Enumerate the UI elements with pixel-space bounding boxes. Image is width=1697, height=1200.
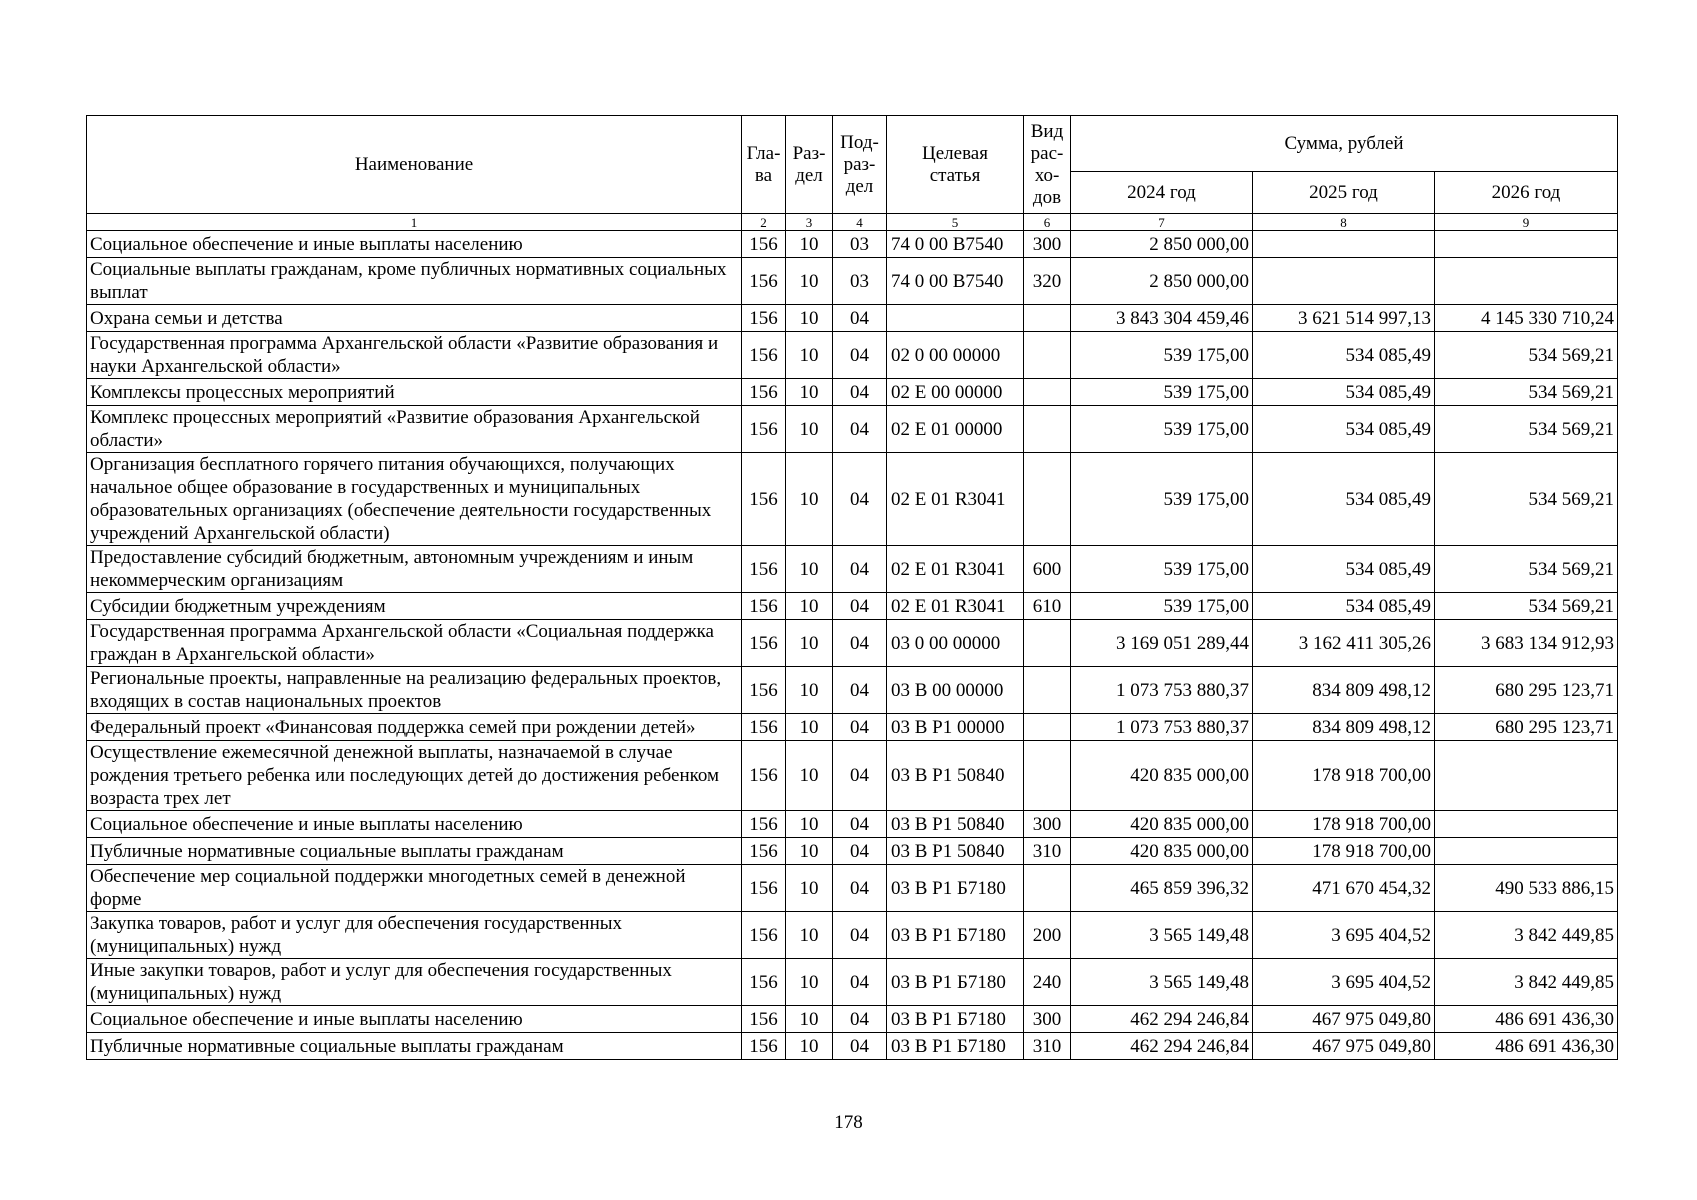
table-row xyxy=(87,453,1618,546)
column-number: 4 xyxy=(833,214,887,231)
table-cell-2025: 471 670 454,32 xyxy=(1253,865,1435,912)
table-cell-razdel: 10 xyxy=(786,667,833,714)
table-cell-celevaya-statya: 03 В Р1 50840 xyxy=(887,838,1024,865)
table-cell-glava: 156 xyxy=(742,714,786,741)
table-cell-razdel: 10 xyxy=(786,379,833,406)
table-cell-celevaya-statya: 03 В Р1 50840 xyxy=(887,811,1024,838)
table-cell-vid xyxy=(1024,865,1071,912)
table-cell-2026: 486 691 436,30 xyxy=(1435,1006,1618,1033)
table-cell-razdel: 10 xyxy=(786,912,833,959)
table-cell-2025: 178 918 700,00 xyxy=(1253,811,1435,838)
table-cell-celevaya-statya: 03 В Р1 Б7180 xyxy=(887,912,1024,959)
table-cell-podrazdel: 04 xyxy=(833,912,887,959)
table-cell-podrazdel: 04 xyxy=(833,838,887,865)
table-row xyxy=(87,1006,1618,1033)
table-cell-name: Организация бесплатного горячего питания обучающихся, получающих начальное общее образование в государственных и муниципальных образовательных организациях (обеспечение деятельности государственных учреждений Архангельской области) xyxy=(87,453,742,546)
table-row xyxy=(87,865,1618,912)
table-cell-vid xyxy=(1024,620,1071,667)
table-cell-podrazdel: 04 xyxy=(833,741,887,811)
table-cell-vid: 310 xyxy=(1024,838,1071,865)
table-cell-2024: 539 175,00 xyxy=(1071,593,1253,620)
table-cell-razdel: 10 xyxy=(786,714,833,741)
table-cell-glava: 156 xyxy=(742,741,786,811)
table-cell-podrazdel: 04 xyxy=(833,620,887,667)
table-cell-razdel: 10 xyxy=(786,546,833,593)
column-number: 2 xyxy=(742,214,786,231)
header-name: Наименование xyxy=(87,116,742,214)
table-cell-glava: 156 xyxy=(742,620,786,667)
table-cell-2025: 3 162 411 305,26 xyxy=(1253,620,1435,667)
table-row xyxy=(87,714,1618,741)
table-cell-name: Публичные нормативные социальные выплаты гражданам xyxy=(87,838,742,865)
table-row xyxy=(87,741,1618,811)
table-cell-2025: 534 085,49 xyxy=(1253,453,1435,546)
table-cell-vid xyxy=(1024,453,1071,546)
table-cell-2025: 834 809 498,12 xyxy=(1253,714,1435,741)
column-number: 7 xyxy=(1071,214,1253,231)
table-cell-razdel: 10 xyxy=(786,1033,833,1060)
table-cell-celevaya-statya: 03 В Р1 Б7180 xyxy=(887,959,1024,1006)
table-cell-podrazdel: 04 xyxy=(833,305,887,332)
table-row xyxy=(87,379,1618,406)
table-cell-glava: 156 xyxy=(742,1033,786,1060)
header-2025: 2025 год xyxy=(1253,172,1435,214)
table-cell-2024: 3 565 149,48 xyxy=(1071,912,1253,959)
table-cell-2024: 420 835 000,00 xyxy=(1071,811,1253,838)
table-cell-vid xyxy=(1024,305,1071,332)
table-cell-glava: 156 xyxy=(742,865,786,912)
table-cell-glava: 156 xyxy=(742,1006,786,1033)
table-cell-2024: 465 859 396,32 xyxy=(1071,865,1253,912)
table-cell-2026: 3 842 449,85 xyxy=(1435,959,1618,1006)
table-cell-2026: 680 295 123,71 xyxy=(1435,667,1618,714)
table-cell-celevaya-statya: 03 В Р1 00000 xyxy=(887,714,1024,741)
table-cell-name: Социальное обеспечение и иные выплаты населению xyxy=(87,1006,742,1033)
header-glava: Гла-ва xyxy=(742,116,786,214)
table-cell-razdel: 10 xyxy=(786,959,833,1006)
table-cell-celevaya-statya: 02 Е 00 00000 xyxy=(887,379,1024,406)
table-cell-vid: 310 xyxy=(1024,1033,1071,1060)
table-cell-2026 xyxy=(1435,231,1618,258)
table-row xyxy=(87,912,1618,959)
table-cell-podrazdel: 04 xyxy=(833,546,887,593)
table-cell-celevaya-statya: 02 Е 01 00000 xyxy=(887,406,1024,453)
table-cell-podrazdel: 04 xyxy=(833,332,887,379)
column-number: 9 xyxy=(1435,214,1618,231)
table-cell-razdel: 10 xyxy=(786,1006,833,1033)
table-cell-celevaya-statya xyxy=(887,305,1024,332)
table-cell-vid xyxy=(1024,332,1071,379)
table-cell-2026: 3 683 134 912,93 xyxy=(1435,620,1618,667)
table-cell-razdel: 10 xyxy=(786,406,833,453)
table-cell-name: Федеральный проект «Финансовая поддержка семей при рождении детей» xyxy=(87,714,742,741)
table-cell-podrazdel: 04 xyxy=(833,1006,887,1033)
table-cell-2026 xyxy=(1435,838,1618,865)
table-cell-glava: 156 xyxy=(742,912,786,959)
table-cell-glava: 156 xyxy=(742,453,786,546)
table-cell-glava: 156 xyxy=(742,258,786,305)
table-cell-podrazdel: 04 xyxy=(833,453,887,546)
table-cell-name: Закупка товаров, работ и услуг для обеспечения государственных (муниципальных) нужд xyxy=(87,912,742,959)
table-cell-glava: 156 xyxy=(742,811,786,838)
table-cell-2024: 3 169 051 289,44 xyxy=(1071,620,1253,667)
table-cell-2026: 534 569,21 xyxy=(1435,379,1618,406)
table-cell-podrazdel: 03 xyxy=(833,231,887,258)
table-cell-2024: 2 850 000,00 xyxy=(1071,231,1253,258)
table-cell-razdel: 10 xyxy=(786,865,833,912)
table-cell-glava: 156 xyxy=(742,379,786,406)
table-cell-2024: 420 835 000,00 xyxy=(1071,838,1253,865)
table-cell-celevaya-statya: 02 Е 01 R3041 xyxy=(887,546,1024,593)
table-cell-razdel: 10 xyxy=(786,741,833,811)
header-vid: Вид рас-хо-дов xyxy=(1024,116,1071,214)
table-cell-celevaya-statya: 74 0 00 В7540 xyxy=(887,258,1024,305)
table-cell-2024: 539 175,00 xyxy=(1071,546,1253,593)
table-cell-vid xyxy=(1024,714,1071,741)
table-row xyxy=(87,231,1618,258)
table-cell-name: Публичные нормативные социальные выплаты гражданам xyxy=(87,1033,742,1060)
table-cell-2024: 2 850 000,00 xyxy=(1071,258,1253,305)
table-cell-2026: 534 569,21 xyxy=(1435,406,1618,453)
table-cell-2025: 834 809 498,12 xyxy=(1253,667,1435,714)
table-cell-vid xyxy=(1024,741,1071,811)
table-row xyxy=(87,546,1618,593)
table-cell-vid: 240 xyxy=(1024,959,1071,1006)
table-row xyxy=(87,593,1618,620)
table-cell-name: Государственная программа Архангельской области «Социальная поддержка граждан в Архангельской области» xyxy=(87,620,742,667)
table-cell-vid: 610 xyxy=(1024,593,1071,620)
table-cell-celevaya-statya: 03 В Р1 Б7180 xyxy=(887,1033,1024,1060)
table-cell-razdel: 10 xyxy=(786,593,833,620)
table-cell-glava: 156 xyxy=(742,959,786,1006)
table-cell-celevaya-statya: 02 Е 01 R3041 xyxy=(887,453,1024,546)
table-cell-2026: 534 569,21 xyxy=(1435,453,1618,546)
table-cell-2025: 3 621 514 997,13 xyxy=(1253,305,1435,332)
table-cell-name: Обеспечение мер социальной поддержки многодетных семей в денежной форме xyxy=(87,865,742,912)
table-cell-2025: 467 975 049,80 xyxy=(1253,1006,1435,1033)
table-cell-2024: 420 835 000,00 xyxy=(1071,741,1253,811)
table-cell-2024: 462 294 246,84 xyxy=(1071,1033,1253,1060)
table-cell-razdel: 10 xyxy=(786,838,833,865)
table-cell-2025: 534 085,49 xyxy=(1253,593,1435,620)
table-cell-2025: 534 085,49 xyxy=(1253,406,1435,453)
table-cell-celevaya-statya: 74 0 00 В7540 xyxy=(887,231,1024,258)
table-row xyxy=(87,332,1618,379)
table-cell-2024: 1 073 753 880,37 xyxy=(1071,714,1253,741)
header-2024: 2024 год xyxy=(1071,172,1253,214)
table-cell-2025: 534 085,49 xyxy=(1253,546,1435,593)
column-number: 6 xyxy=(1024,214,1071,231)
table-cell-razdel: 10 xyxy=(786,305,833,332)
table-cell-name: Государственная программа Архангельской области «Развитие образования и науки Архангельской области» xyxy=(87,332,742,379)
table-row xyxy=(87,258,1618,305)
table-cell-2026: 3 842 449,85 xyxy=(1435,912,1618,959)
table-cell-vid xyxy=(1024,379,1071,406)
table-cell-razdel: 10 xyxy=(786,811,833,838)
table-cell-razdel: 10 xyxy=(786,332,833,379)
table-cell-name: Осуществление ежемесячной денежной выплаты, назначаемой в случае рождения третьего ребенка или последующих детей до достижения ребенком возраста трех лет xyxy=(87,741,742,811)
table-cell-2024: 3 565 149,48 xyxy=(1071,959,1253,1006)
table-cell-2025: 178 918 700,00 xyxy=(1253,741,1435,811)
table-cell-vid xyxy=(1024,667,1071,714)
table-cell-glava: 156 xyxy=(742,838,786,865)
table-cell-2026: 4 145 330 710,24 xyxy=(1435,305,1618,332)
table-cell-glava: 156 xyxy=(742,305,786,332)
table-cell-podrazdel: 04 xyxy=(833,865,887,912)
table-cell-name: Социальное обеспечение и иные выплаты населению xyxy=(87,231,742,258)
table-cell-2026: 534 569,21 xyxy=(1435,546,1618,593)
column-number-row xyxy=(87,214,1618,231)
table-cell-podrazdel: 04 xyxy=(833,379,887,406)
table-row xyxy=(87,406,1618,453)
table-cell-vid: 200 xyxy=(1024,912,1071,959)
table-cell-2026: 486 691 436,30 xyxy=(1435,1033,1618,1060)
header-summa: Сумма, рублей xyxy=(1071,116,1618,172)
table-row xyxy=(87,1033,1618,1060)
table-cell-podrazdel: 04 xyxy=(833,593,887,620)
table-cell-podrazdel: 04 xyxy=(833,406,887,453)
table-cell-2026: 490 533 886,15 xyxy=(1435,865,1618,912)
table-cell-celevaya-statya: 03 В Р1 Б7180 xyxy=(887,1006,1024,1033)
table-cell-celevaya-statya: 02 0 00 00000 xyxy=(887,332,1024,379)
table-cell-glava: 156 xyxy=(742,406,786,453)
table-cell-celevaya-statya: 03 В Р1 50840 xyxy=(887,741,1024,811)
table-cell-2025: 534 085,49 xyxy=(1253,379,1435,406)
table-cell-podrazdel: 04 xyxy=(833,959,887,1006)
table-cell-2026: 534 569,21 xyxy=(1435,332,1618,379)
table-cell-name: Региональные проекты, направленные на реализацию федеральных проектов, входящих в состав национальных проектов xyxy=(87,667,742,714)
table-cell-razdel: 10 xyxy=(786,258,833,305)
table-cell-name: Предоставление субсидий бюджетным, автономным учреждениям и иным некоммерческим организациям xyxy=(87,546,742,593)
header-2026: 2026 год xyxy=(1435,172,1618,214)
table-cell-name: Субсидии бюджетным учреждениям xyxy=(87,593,742,620)
table-cell-razdel: 10 xyxy=(786,620,833,667)
header-podrazdel: Под-раз-дел xyxy=(833,116,887,214)
table-row xyxy=(87,811,1618,838)
table-cell-celevaya-statya: 03 В Р1 Б7180 xyxy=(887,865,1024,912)
table-cell-2025: 3 695 404,52 xyxy=(1253,959,1435,1006)
table-cell-podrazdel: 04 xyxy=(833,667,887,714)
table-cell-2026 xyxy=(1435,741,1618,811)
table-row xyxy=(87,667,1618,714)
table-cell-vid: 300 xyxy=(1024,1006,1071,1033)
table-row xyxy=(87,620,1618,667)
column-number: 3 xyxy=(786,214,833,231)
table-cell-vid: 300 xyxy=(1024,231,1071,258)
table-cell-glava: 156 xyxy=(742,667,786,714)
column-number: 5 xyxy=(887,214,1024,231)
table-cell-podrazdel: 04 xyxy=(833,1033,887,1060)
table-row xyxy=(87,838,1618,865)
table-cell-2024: 539 175,00 xyxy=(1071,406,1253,453)
table-cell-2026 xyxy=(1435,258,1618,305)
table-cell-2024: 3 843 304 459,46 xyxy=(1071,305,1253,332)
table-cell-2025 xyxy=(1253,231,1435,258)
table-cell-2024: 462 294 246,84 xyxy=(1071,1006,1253,1033)
table-cell-name: Социальные выплаты гражданам, кроме публичных нормативных социальных выплат xyxy=(87,258,742,305)
table-cell-name: Иные закупки товаров, работ и услуг для обеспечения государственных (муниципальных) нужд xyxy=(87,959,742,1006)
table-cell-razdel: 10 xyxy=(786,231,833,258)
table-cell-2025: 178 918 700,00 xyxy=(1253,838,1435,865)
table-cell-podrazdel: 04 xyxy=(833,811,887,838)
table-cell-2024: 539 175,00 xyxy=(1071,332,1253,379)
table-cell-podrazdel: 04 xyxy=(833,714,887,741)
table-cell-podrazdel: 03 xyxy=(833,258,887,305)
table-cell-celevaya-statya: 03 В 00 00000 xyxy=(887,667,1024,714)
header-celevaya: Целевая статья xyxy=(887,116,1024,214)
table-cell-vid: 300 xyxy=(1024,811,1071,838)
table-row xyxy=(87,305,1618,332)
table-cell-2025: 467 975 049,80 xyxy=(1253,1033,1435,1060)
column-number: 8 xyxy=(1253,214,1435,231)
table-cell-glava: 156 xyxy=(742,546,786,593)
table-cell-2026 xyxy=(1435,811,1618,838)
table-cell-glava: 156 xyxy=(742,593,786,620)
table-cell-name: Охрана семьи и детства xyxy=(87,305,742,332)
page-number: 178 xyxy=(834,1112,863,1133)
table-cell-2025: 3 695 404,52 xyxy=(1253,912,1435,959)
table-cell-2026: 680 295 123,71 xyxy=(1435,714,1618,741)
column-number: 1 xyxy=(87,214,742,231)
table-row xyxy=(87,959,1618,1006)
table-cell-razdel: 10 xyxy=(786,453,833,546)
table-cell-vid: 600 xyxy=(1024,546,1071,593)
table-cell-2026: 534 569,21 xyxy=(1435,593,1618,620)
table-body xyxy=(87,231,1618,1060)
header-razdel: Раз-дел xyxy=(786,116,833,214)
table-cell-2024: 539 175,00 xyxy=(1071,379,1253,406)
table-cell-2025: 534 085,49 xyxy=(1253,332,1435,379)
table-cell-vid xyxy=(1024,406,1071,453)
budget-table xyxy=(86,115,1618,1060)
table-cell-2024: 539 175,00 xyxy=(1071,453,1253,546)
table-cell-name: Комплексы процессных мероприятий xyxy=(87,379,742,406)
table-cell-celevaya-statya: 03 0 00 00000 xyxy=(887,620,1024,667)
table-cell-2025 xyxy=(1253,258,1435,305)
table-cell-name: Социальное обеспечение и иные выплаты населению xyxy=(87,811,742,838)
table-cell-name: Комплекс процессных мероприятий «Развитие образования Архангельской области» xyxy=(87,406,742,453)
table-cell-vid: 320 xyxy=(1024,258,1071,305)
table-cell-2024: 1 073 753 880,37 xyxy=(1071,667,1253,714)
table-cell-glava: 156 xyxy=(742,231,786,258)
table-cell-glava: 156 xyxy=(742,332,786,379)
table-cell-celevaya-statya: 02 Е 01 R3041 xyxy=(887,593,1024,620)
